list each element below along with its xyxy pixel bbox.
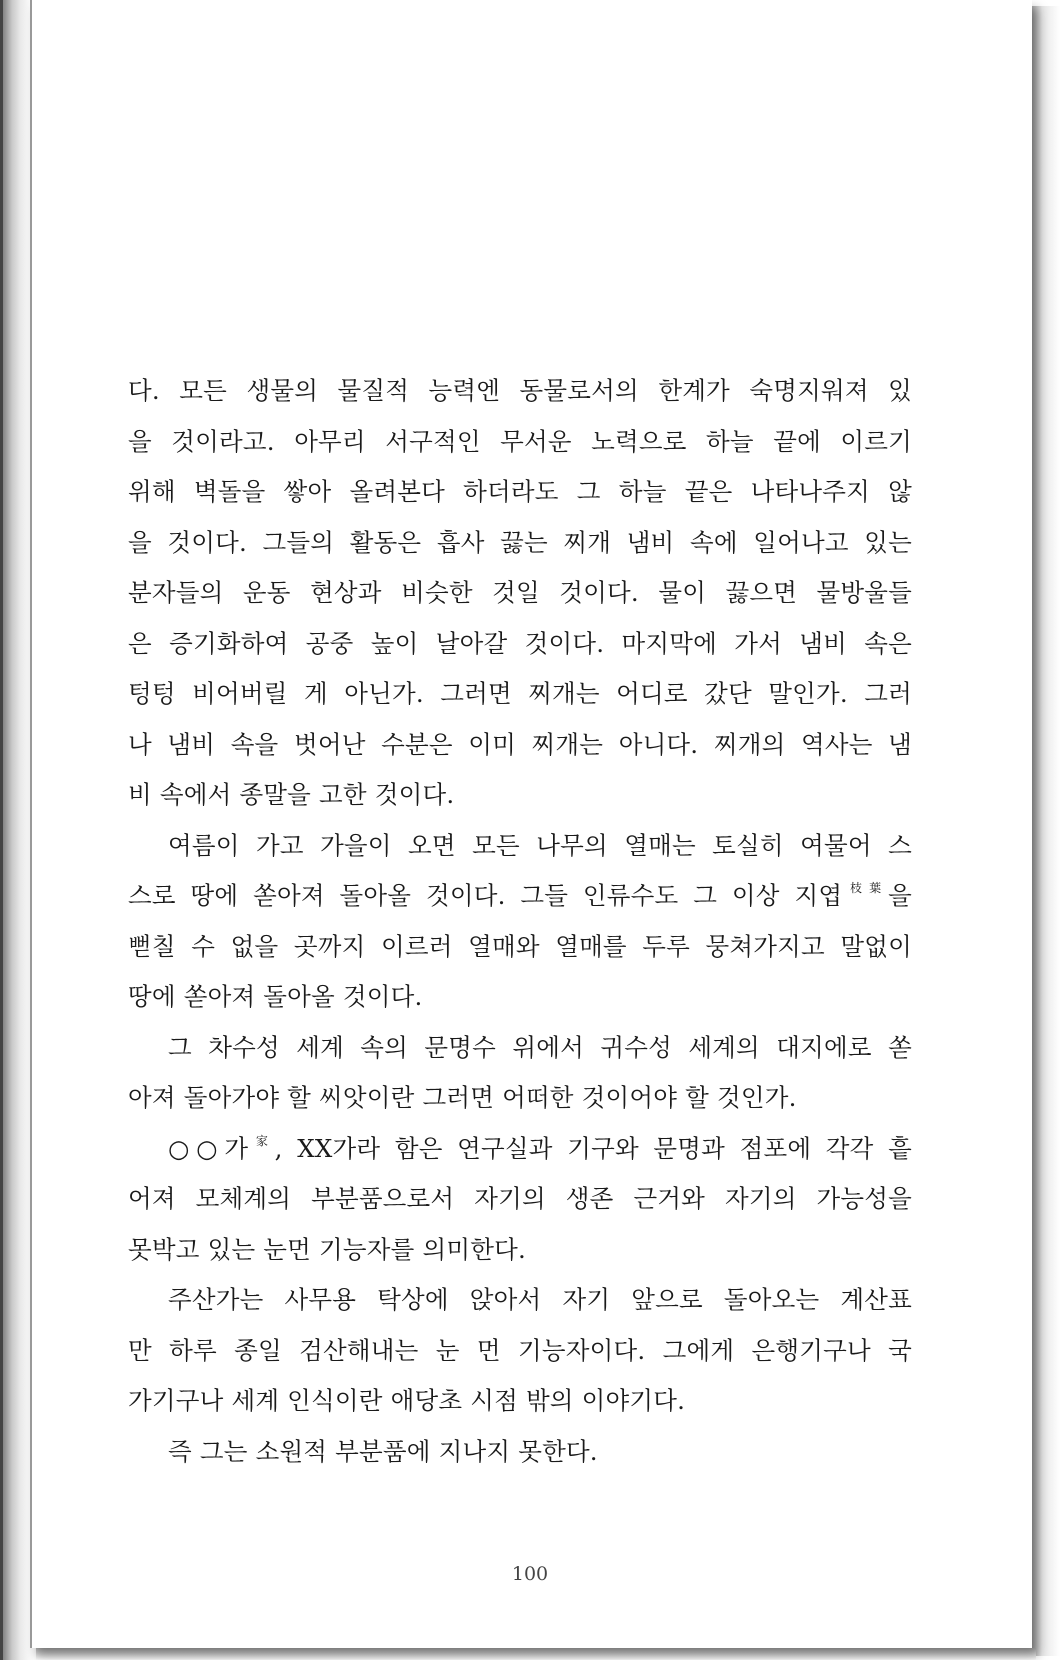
text-line: 아져 돌아가야 할 씨앗이란 그러면 어떠한 것이어야 할 것인가. (128, 1083, 797, 1112)
text-segment: 스로 땅에 쏟아져 돌아올 것이다. 그들 인류수도 그 이상 지엽 (128, 881, 843, 910)
page-shadow-right (1030, 6, 1060, 1656)
text-line: 텅텅 비어버릴 게 아닌가. 그러면 찌개는 어디로 갔단 말인가. 그러 (128, 679, 912, 708)
text-line: 나 냄비 속을 벗어난 수분은 이미 찌개는 아니다. 찌개의 역사는 냄 (128, 729, 912, 759)
paragraph-6 (128, 1427, 912, 1478)
text-line: 그 차수성 세계 속의 문명수 위에서 귀수성 세계의 대지에로 쏟 (168, 1032, 912, 1062)
text-line: 주산가는 사무용 탁상에 앉아서 자기 앞으로 돌아오는 계산표 (168, 1285, 912, 1314)
paragraph-5 (128, 1275, 912, 1427)
text-line: 어져 모체계의 부분품으로서 자기의 생존 근거와 자기의 가능성을 (128, 1184, 912, 1213)
text-line: 즉 그는 소원적 부분품에 지나지 못한다. (168, 1436, 598, 1466)
text-segment: 을 (888, 881, 913, 910)
page-number: 100 (511, 1563, 549, 1585)
page-stack-edges (0, 0, 34, 1660)
text-line (128, 1124, 912, 1175)
text-line: 여름이 가고 가을이 오면 모든 나무의 열매는 토실히 여물어 스 (168, 830, 912, 860)
hanja-annotation: 枝葉 (843, 881, 889, 895)
text-line: 땅에 쏟아져 돌아올 것이다. (128, 982, 423, 1011)
text-line: 을 것이라고. 아무리 서구적인 무서운 노력으로 하늘 끝에 이르기 (128, 426, 912, 456)
text-line (128, 871, 912, 922)
hanja-annotation: 家 (249, 1133, 275, 1148)
paragraph-2 (128, 821, 912, 1023)
text-line: 은 증기화하여 공중 높이 날아갈 것이다. 마지막에 가서 냄비 속은 (128, 628, 912, 658)
text-line: 분자들의 운동 현상과 비슷한 것일 것이다. 물이 끓으면 물방울들 (128, 578, 912, 607)
text-line: 다. 모든 생물의 물질적 능력엔 동물로서의 한계가 숙명지워져 있 (128, 376, 912, 405)
text-segment: , XX가라 함은 연구실과 기구와 문명과 점포에 각각 흩 (274, 1133, 913, 1163)
text-line: 가기구나 세계 인식이란 애당초 시점 밖의 이야기다. (128, 1386, 686, 1415)
text-line: 을 것이다. 그들의 활동은 흡사 끓는 찌개 냄비 속에 일어나고 있는 (128, 527, 912, 557)
text-line: 뻗칠 수 없을 곳까지 이르러 열매와 열매를 두루 뭉쳐가지고 말없이 (128, 931, 912, 961)
paragraph-4 (128, 1124, 912, 1276)
text-line: 못박고 있는 눈먼 기능자를 의미한다. (128, 1234, 526, 1264)
text-line: 만 하루 종일 검산해내는 눈 먼 기능자이다. 그에게 은행기구나 국 (128, 1335, 912, 1365)
text-segment: ○○가 (168, 1133, 249, 1163)
text-line: 비 속에서 종말을 고한 것이다. (128, 780, 455, 809)
paragraph-3 (128, 1023, 912, 1124)
paragraph-1 (128, 366, 912, 821)
text-line: 위해 벽돌을 쌓아 올려본다 하더라도 그 하늘 끝은 나타나주지 않 (128, 477, 912, 506)
page-shadow-bottom (36, 1648, 1036, 1660)
body-text (128, 366, 912, 1477)
